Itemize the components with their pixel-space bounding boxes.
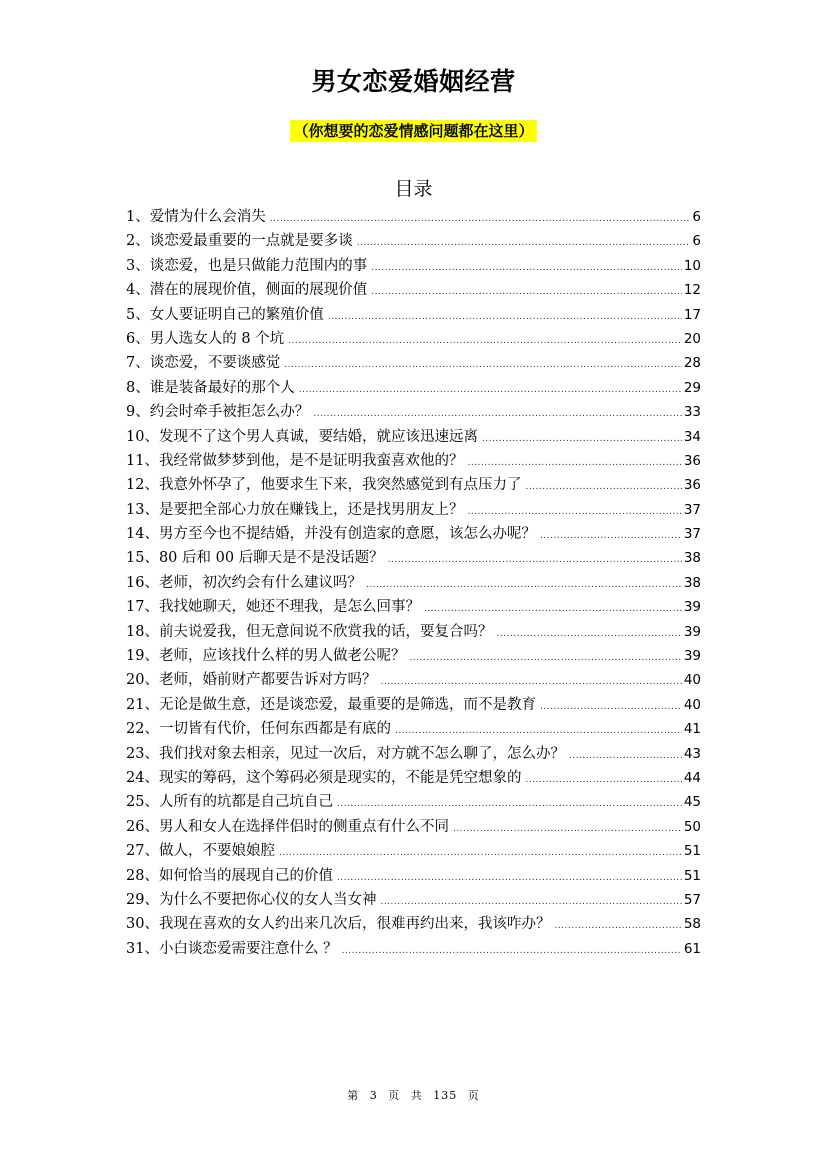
toc-entry-label: 6、男人选女人的 8 个坑 — [126, 330, 285, 347]
toc-entry-page-number: 34 — [683, 428, 701, 445]
toc-entry-label: 20、老师，婚前财产都要告诉对方吗？ — [126, 672, 377, 689]
highlighted-subtitle: （你想要的恋爱情感问题都在这里） — [290, 120, 536, 142]
toc-entry-label: 25、人所有的坑都是自己坑自己 — [126, 794, 333, 811]
toc-entry-label: 10、发现不了这个男人真诚，要结婚，就应该迅速远离 — [126, 428, 478, 445]
toc-dot-leader — [409, 646, 681, 670]
toc-entry[interactable] — [126, 937, 701, 961]
toc-entry[interactable] — [126, 790, 701, 814]
toc-dot-leader — [453, 817, 682, 841]
toc-entry-page-number: 6 — [692, 209, 701, 225]
toc-dot-leader — [424, 597, 682, 621]
toc-dot-leader — [313, 402, 682, 426]
toc-dot-leader — [569, 744, 682, 768]
toc-entry[interactable] — [126, 693, 701, 717]
toc-dot-leader — [525, 475, 681, 499]
toc-entry[interactable] — [126, 254, 701, 278]
toc-entry[interactable] — [126, 351, 701, 375]
toc-entry-label: 28、如何恰当的展现自己的价值 — [126, 867, 333, 884]
toc-entry[interactable] — [126, 668, 701, 692]
toc-entry[interactable] — [126, 498, 701, 522]
toc-dot-leader — [366, 573, 682, 597]
table-of-contents — [126, 205, 701, 961]
toc-entry-label: 26、男人和女人在选择伴侣时的侧重点有什么不同 — [126, 818, 449, 835]
toc-entry-label: 14、男方至今也不提结婚，并没有创造家的意愿，该怎么办呢？ — [126, 526, 536, 543]
toc-dot-leader — [279, 841, 682, 865]
toc-entry-page-number: 45 — [683, 794, 701, 811]
toc-entry-page-number: 40 — [683, 696, 701, 713]
toc-dot-leader — [540, 524, 682, 548]
toc-entry-page-number: 33 — [683, 404, 701, 421]
toc-entry-page-number: 29 — [683, 379, 701, 396]
footer-total-word: 共 — [410, 1089, 423, 1102]
toc-entry-label: 4、潜在的展现价值，侧面的展现价值 — [126, 282, 368, 299]
toc-entry-page-number: 43 — [683, 745, 701, 762]
toc-entry[interactable] — [126, 425, 701, 449]
toc-entry-label: 30、我现在喜欢的女人约出来几次后，很难再约出来，我该咋办？ — [126, 916, 551, 933]
toc-entry[interactable] — [126, 644, 701, 668]
toc-dot-leader — [371, 256, 682, 280]
toc-entry-label: 11、我经常做梦梦到他，是不是证明我蛮喜欢他的？ — [126, 452, 464, 469]
footer-prefix: 第 — [347, 1089, 360, 1102]
toc-dot-leader — [284, 353, 682, 377]
toc-entry[interactable] — [126, 742, 701, 766]
footer-total-pages: 135 — [433, 1089, 458, 1102]
toc-entry-page-number: 12 — [683, 282, 701, 299]
toc-entry-page-number: 39 — [683, 648, 701, 665]
toc-entry-label: 19、老师，应该找什么样的男人做老公呢？ — [126, 648, 406, 665]
toc-entry[interactable] — [126, 449, 701, 473]
toc-dot-leader — [371, 280, 682, 304]
page-footer — [0, 1087, 827, 1103]
toc-dot-leader — [288, 329, 682, 353]
toc-entry[interactable] — [126, 303, 701, 327]
toc-entry-page-number: 44 — [683, 769, 701, 786]
toc-entry-label: 23、我们找对象去相亲，见过一次后，对方就不怎么聊了，怎么办？ — [126, 745, 565, 762]
toc-entry-page-number: 39 — [683, 623, 701, 640]
toc-dot-leader — [299, 378, 682, 402]
toc-entry-label: 24、现实的筹码，这个筹码必须是现实的，不能是凭空想象的 — [126, 769, 522, 786]
toc-entry-label: 12、我意外怀孕了，他要求生下来，我突然感觉到有点压力了 — [126, 477, 522, 494]
toc-dot-leader — [270, 207, 691, 231]
toc-entry-label: 3、谈恋爱，也是只做能力范围内的事 — [126, 257, 368, 274]
toc-entry-label: 22、一切皆有代价，任何东西都是有底的 — [126, 721, 391, 738]
toc-dot-leader — [496, 622, 681, 646]
toc-dot-leader — [357, 231, 691, 255]
footer-page-word: 页 — [388, 1089, 401, 1102]
toc-entry-page-number: 6 — [692, 233, 701, 250]
toc-entry-page-number: 41 — [683, 721, 701, 738]
toc-entry-page-number: 20 — [683, 330, 701, 347]
toc-dot-leader — [482, 427, 682, 451]
toc-entry-page-number: 36 — [683, 452, 701, 469]
toc-entry-label: 15、80 后和 00 后聊天是不是没话题？ — [126, 550, 384, 567]
toc-entry[interactable] — [126, 766, 701, 790]
toc-entry[interactable] — [126, 595, 701, 619]
toc-entry[interactable] — [126, 620, 701, 644]
toc-entry[interactable] — [126, 205, 701, 229]
toc-heading: 目录 — [394, 178, 433, 200]
toc-entry-label: 8、谁是装备最好的那个人 — [126, 379, 295, 396]
toc-entry[interactable] — [126, 473, 701, 497]
toc-entry[interactable] — [126, 327, 701, 351]
toc-dot-leader — [388, 548, 682, 572]
toc-entry-page-number: 37 — [683, 501, 701, 518]
toc-entry-page-number: 17 — [683, 306, 701, 323]
toc-dot-leader — [337, 866, 682, 890]
document-title: 男女恋爱婚姻经营 — [311, 67, 516, 96]
toc-entry-page-number: 38 — [683, 550, 701, 567]
toc-entry-label: 5、女人要证明自己的繁殖价值 — [126, 306, 324, 323]
toc-entry-page-number: 37 — [683, 526, 701, 543]
toc-dot-leader — [395, 719, 682, 743]
subtitle-container — [0, 120, 827, 142]
toc-entry-page-number: 36 — [683, 477, 701, 494]
toc-entry-label: 16、老师，初次约会有什么建议吗？ — [126, 574, 362, 591]
toc-entry[interactable] — [126, 888, 701, 912]
toc-entry-label: 9、约会时牵手被拒怎么办？ — [126, 404, 310, 421]
toc-entry-label: 17、我找她聊天，她还不理我，是怎么回事？ — [126, 599, 420, 616]
toc-entry-label: 29、为什么不要把你心仪的女人当女神 — [126, 891, 377, 908]
toc-entry-label: 31、小白谈恋爱需要注意什么 ？ — [126, 940, 338, 957]
footer-current-page: 3 — [369, 1089, 378, 1102]
toc-entry[interactable] — [126, 912, 701, 936]
toc-entry-page-number: 58 — [683, 916, 701, 933]
toc-dot-leader — [328, 305, 682, 329]
toc-entry[interactable] — [126, 278, 701, 302]
toc-entry-label: 27、做人，不要娘娘腔 — [126, 843, 275, 860]
toc-dot-leader — [380, 890, 681, 914]
toc-entry[interactable] — [126, 376, 701, 400]
toc-entry[interactable] — [126, 522, 701, 546]
toc-entry[interactable] — [126, 815, 701, 839]
toc-entry-page-number: 40 — [683, 672, 701, 689]
toc-dot-leader — [554, 914, 681, 938]
toc-entry-label: 21、无论是做生意，还是谈恋爱，最重要的是筛选，而不是教育 — [126, 696, 536, 713]
toc-entry[interactable] — [126, 546, 701, 570]
toc-dot-leader — [540, 695, 682, 719]
toc-entry-label: 1、爱情为什么会消失 — [126, 209, 266, 225]
toc-entry-label: 13、是要把全部心力放在赚钱上，还是找男朋友上？ — [126, 501, 464, 518]
toc-entry-page-number: 28 — [683, 355, 701, 372]
toc-entry[interactable] — [126, 864, 701, 888]
toc-entry-page-number: 51 — [683, 867, 701, 884]
toc-entry-page-number: 61 — [683, 940, 701, 957]
toc-entry[interactable] — [126, 571, 701, 595]
toc-entry-page-number: 10 — [683, 257, 701, 274]
toc-entry-page-number: 50 — [683, 818, 701, 835]
footer-suffix: 页 — [467, 1089, 480, 1102]
toc-entry-label: 7、谈恋爱，不要谈感觉 — [126, 355, 281, 372]
toc-entry[interactable] — [126, 229, 701, 253]
toc-entry-label: 18、前夫说爱我，但无意间说不欣赏我的话，要复合吗？ — [126, 623, 493, 640]
toc-entry[interactable] — [126, 717, 701, 741]
toc-entry[interactable] — [126, 839, 701, 863]
toc-dot-leader — [525, 768, 681, 792]
toc-entry[interactable] — [126, 400, 701, 424]
toc-dot-leader — [467, 500, 681, 524]
toc-entry-page-number: 51 — [683, 843, 701, 860]
toc-entry-page-number: 38 — [683, 574, 701, 591]
toc-entry-page-number: 57 — [683, 891, 701, 908]
toc-dot-leader — [337, 792, 682, 816]
toc-dot-leader — [467, 451, 681, 475]
toc-dot-leader — [342, 939, 682, 963]
toc-entry-label: 2、谈恋爱最重要的一点就是要多谈 — [126, 233, 353, 250]
toc-entry-page-number: 39 — [683, 599, 701, 616]
toc-dot-leader — [380, 670, 681, 694]
